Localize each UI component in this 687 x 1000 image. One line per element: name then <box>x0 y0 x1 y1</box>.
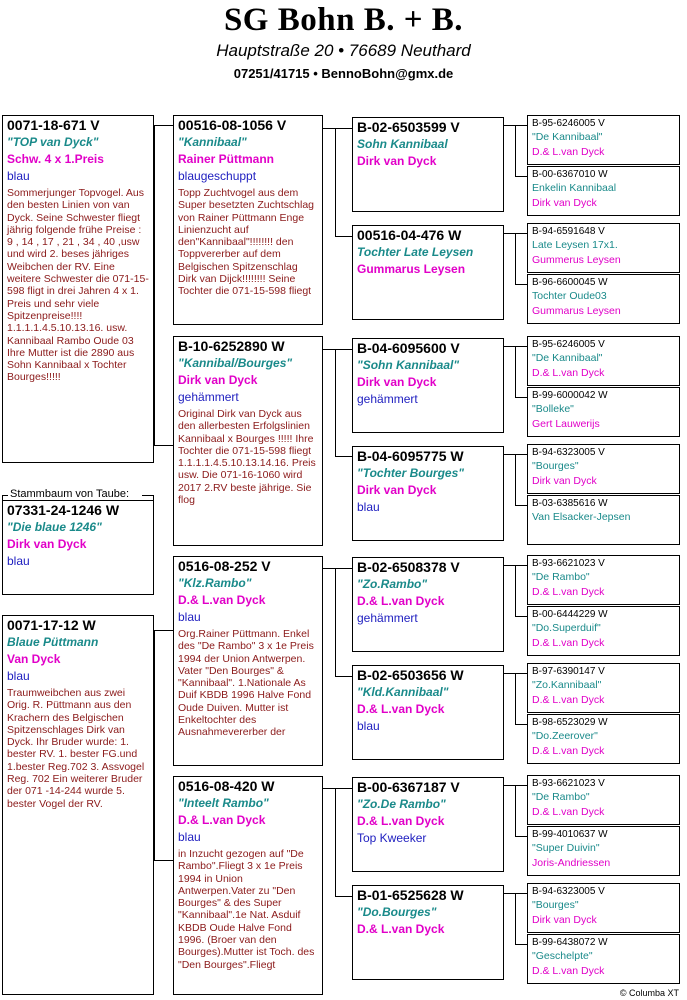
connector-line <box>323 128 352 129</box>
connector-line <box>154 630 173 631</box>
breeder-name: Dirk van Dyck <box>532 914 597 926</box>
ring-number: B-02-6508378 V <box>357 559 460 575</box>
ring-number: 0071-18-671 V <box>7 117 100 133</box>
pigeon-name: "Klz.Rambo" <box>178 576 252 590</box>
pigeon-name: "Bourges" <box>532 899 579 911</box>
grandparent-card <box>352 777 504 872</box>
pigeon-description: Original Dirk van Dyck aus den allerbesten Erfolgslinien Kannibaal x Bourges !!!!! Ihre Tochter die 071-15-598 fliegt 1.1.1.1.4.5.10.13.14.16. Preis usw. Die 071-16-1060 wird 2017 2.RV beste jährige. Sie flog <box>178 408 316 507</box>
ring-number: B-04-6095600 V <box>357 340 460 356</box>
connector-line <box>154 125 155 445</box>
grandparent-card <box>352 225 504 320</box>
dam-card <box>2 615 154 995</box>
ring-number: 0071-17-12 W <box>7 617 96 633</box>
connector-line <box>335 349 336 456</box>
pigeon-name: "Kannibaal" <box>178 135 247 149</box>
ring-number: 0516-08-420 W <box>178 778 275 794</box>
ring-number: 00516-04-476 W <box>357 227 462 243</box>
connector-line <box>515 565 516 616</box>
great-grandparent-card <box>527 775 680 825</box>
pigeon-name: "Kld.Kannibaal" <box>357 685 449 699</box>
address-line: Hauptstraße 20 • 76689 Neuthard <box>216 41 471 60</box>
pigeon-name: "De Kannibaal" <box>532 131 603 143</box>
breeder-name: D.& L.van Dyck <box>532 586 605 598</box>
breeder-name: D.& L.van Dyck <box>532 146 605 158</box>
ring-number: B-94-6591648 V <box>532 226 605 237</box>
connector-line <box>515 836 527 837</box>
ring-number: B-01-6525628 W <box>357 887 464 903</box>
breeder-name: Gert Lauwerijs <box>532 418 600 430</box>
parent-card <box>173 336 323 546</box>
great-grandparent-card <box>527 663 680 713</box>
subject-card <box>2 500 154 595</box>
connector-line <box>515 893 516 944</box>
pigeon-name: "Do.Superduif" <box>532 622 601 634</box>
connector-line <box>154 860 173 861</box>
pigeon-name: "Inteelt Rambo" <box>178 796 269 810</box>
pigeon-description: Org.Rainer Püttmann. Enkel des "De Rambo" 3 x 1e Preis 1994 der Union Antwerpen. Vater "Den Bourges" & "Kannibaal". 1.Nationale As Duif KBDB 1996 Halve Fond Oude Duiven. Mutter ist Enkeltochter des Ausnahmevererber der <box>178 628 314 739</box>
connector-line <box>335 128 336 236</box>
great-grandparent-card <box>527 166 680 216</box>
sire-card <box>2 115 154 463</box>
great-grandparent-card <box>527 387 680 437</box>
connector-line <box>515 233 516 284</box>
great-grandparent-card <box>527 223 680 273</box>
breeder-name: Joris-Andriessen <box>532 857 611 869</box>
pedigree-label: Stammbaum von Taube: <box>10 488 130 500</box>
connector-line <box>335 236 352 237</box>
ring-number: B-00-6367187 V <box>357 779 460 795</box>
ring-number: B-95-6246005 V <box>532 118 605 129</box>
breeder-name: Dirk van Dyck <box>532 197 597 209</box>
ring-number: 0516-08-252 V <box>178 558 271 574</box>
great-grandparent-card <box>527 606 680 656</box>
pigeon-name: "TOP van Dyck" <box>7 135 99 149</box>
connector-line <box>153 495 154 515</box>
pigeon-name: "Bourges" <box>532 460 579 472</box>
pigeon-name: "Zo.Kannibaal" <box>532 679 602 691</box>
pigeon-name: "Bolleke" <box>532 403 574 415</box>
pigeon-name: Late Leysen 17x1. <box>532 239 618 251</box>
great-grandparent-card <box>527 883 680 933</box>
pigeon-color: blau <box>7 669 30 683</box>
footer-copyright: © Columba XT <box>619 988 679 998</box>
breeder-name: D.& L.van Dyck <box>532 745 605 757</box>
breeder-name: D.& L.van Dyck <box>357 814 445 828</box>
great-grandparent-card <box>527 714 680 764</box>
breeder-name: Gummerus Leysen <box>532 254 621 266</box>
pigeon-color: blau <box>7 554 30 568</box>
ring-number: B-93-6621023 V <box>532 558 605 569</box>
pigeon-description: Sommerjunger Topvogel. Aus den besten Linien von van Dyck. Seine Schwester fliegt jährig folgende frühe Preise : 9 , 14 , 17 , 21 , 34 , 40 ,usw und wird 2. beses jähriges Weibchen der RV. Eine weitere Schwester die 071-15-598 fligt in drei Jahren 4 x 1. Preis und sehr viele Spitzenpreise!!!! 1.1.1.1.4.5.10.13.16. usw. Kannibaal Rambo Oude 03 Ihre Mutter ist die 2890 aus Sohn Kannibaal x Tochter Bourges!!!!! <box>7 187 149 384</box>
connector-line <box>154 125 173 126</box>
breeder-name: D.& L.van Dyck <box>532 965 605 977</box>
grandparent-card <box>352 117 504 212</box>
ring-number: B-99-6000042 W <box>532 390 608 401</box>
ring-number: B-94-6323005 V <box>532 447 605 458</box>
pigeon-name: "Die blaue 1246" <box>7 520 102 534</box>
ring-number: B-94-6323005 V <box>532 886 605 897</box>
connector-line <box>515 454 516 505</box>
pigeon-color: blau <box>357 719 380 733</box>
pigeon-name: "Zo.De Rambo" <box>357 797 446 811</box>
great-grandparent-card <box>527 444 680 494</box>
connector-line <box>335 676 352 677</box>
pigeon-color: gehämmert <box>357 392 418 406</box>
pigeon-color: blau <box>178 610 201 624</box>
pigeon-color: blaugeschuppt <box>178 169 257 183</box>
parent-card <box>173 776 323 995</box>
ring-number: B-97-6390147 V <box>532 666 605 677</box>
pigeon-name: "Tochter Bourges" <box>357 466 464 480</box>
pigeon-name: "Super Duivin" <box>532 842 600 854</box>
pigeon-name: Blaue Püttmann <box>7 635 99 649</box>
ring-number: B-99-6438072 W <box>532 937 608 948</box>
pigeon-color: blau <box>178 830 201 844</box>
page-title: SG Bohn B. + B. <box>223 2 464 38</box>
parent-card <box>173 115 323 325</box>
pigeon-name: "Geschelpte" <box>532 950 593 962</box>
breeder-name: Dirk van Dyck <box>357 483 437 497</box>
ring-number: B-02-6503656 W <box>357 667 464 683</box>
connector-line <box>323 349 352 350</box>
breeder-name: Dirk van Dyck <box>532 475 597 487</box>
pigeon-color: blau <box>7 169 30 183</box>
connector-line <box>515 724 527 725</box>
ring-number: B-02-6503599 V <box>357 119 460 135</box>
pigeon-name: "Do.Bourges" <box>357 905 437 919</box>
connector-line <box>335 788 336 896</box>
breeder-name: D.& L.van Dyck <box>532 806 605 818</box>
breeder-name: D.& L.van Dyck <box>357 922 445 936</box>
connector-line <box>323 568 352 569</box>
connector-line <box>2 495 3 515</box>
pigeon-name: Tochter Late Leysen <box>357 245 474 259</box>
great-grandparent-card <box>527 274 680 324</box>
great-grandparent-card <box>527 826 680 876</box>
connector-line <box>515 125 516 176</box>
ring-number: B-10-6252890 W <box>178 338 285 354</box>
ring-number: B-99-4010637 W <box>532 829 608 840</box>
pigeon-name: "De Rambo" <box>532 791 590 803</box>
pigeon-name: "Do.Zeerover" <box>532 730 598 742</box>
breeder-name: Van Dyck <box>7 652 61 666</box>
breeder-name: D.& L.van Dyck <box>532 637 605 649</box>
ring-number: B-00-6367010 W <box>532 169 608 180</box>
connector-line <box>335 896 352 897</box>
breeder-name: Rainer Püttmann <box>178 152 275 166</box>
connector-line <box>335 456 352 457</box>
breeder-name: Dirk van Dyck <box>7 537 87 551</box>
grandparent-card <box>352 885 504 980</box>
breeder-name: Gummarus Leysen <box>357 262 466 276</box>
ring-number: B-03-6385616 W <box>532 498 608 509</box>
breeder-name: D.& L.van Dyck <box>532 367 605 379</box>
pigeon-description: in Inzucht gezogen auf "De Rambo".Fliegt 3 x 1e Preis 1994 in Union Antwerpen.Vater zu "Den Bourges" & des Super "Kannibaal".1e Nat. Asduif KBDB Oude Halve Fond 1996. (Broer van den Bourges).Mutter ist Toch. des "Den Bourges".Fliegt <box>178 848 315 971</box>
pigeon-name: "Zo.Rambo" <box>357 577 428 591</box>
ring-number: B-96-6600045 W <box>532 277 608 288</box>
connector-line <box>515 944 527 945</box>
connector-line <box>515 176 527 177</box>
ring-number: B-95-6246005 V <box>532 339 605 350</box>
breeder-name: D.& L.van Dyck <box>357 594 445 608</box>
grandparent-card <box>352 338 504 433</box>
ring-number: B-00-6444229 W <box>532 609 608 620</box>
great-grandparent-card <box>527 495 680 545</box>
pigeon-name: "Sohn Kannibaal" <box>357 358 460 372</box>
grandparent-card <box>352 557 504 652</box>
ring-number: 00516-08-1056 V <box>178 117 287 133</box>
connector-line <box>515 616 527 617</box>
ring-number: B-98-6523029 W <box>532 717 608 728</box>
connector-line <box>515 673 516 724</box>
pigeon-description: Traumweibchen aus zwei Orig. R. Püttmann aus den Krachern des Belgischen Spitzenschlages Dirk van Dyck. Ihr Bruder wurde: 1. bester RV. 1. bester FG.und 1.bester Reg.702 3. Assvogel Reg. 702 Ein weiterer Bruder der 071 -14-244 wurde 5. bester Vogel der RV. <box>7 687 145 810</box>
pigeon-color: Top Kweeker <box>357 831 427 845</box>
breeder-name: Dirk van Dyck <box>178 373 258 387</box>
breeder-name: D.& L.van Dyck <box>178 813 266 827</box>
ring-number: B-04-6095775 W <box>357 448 464 464</box>
grandparent-card <box>352 446 504 541</box>
great-grandparent-card <box>527 115 680 165</box>
parent-card <box>173 556 323 766</box>
breeder-name: Schw. 4 x 1.Preis <box>7 152 104 166</box>
great-grandparent-card <box>527 555 680 605</box>
pigeon-name: Tochter Oude03 <box>532 290 607 302</box>
pigeon-name: Enkelin Kannibaal <box>532 182 617 194</box>
great-grandparent-card <box>527 934 680 984</box>
breeder-name: D.& L.van Dyck <box>357 702 445 716</box>
pigeon-color: gehämmert <box>357 611 418 625</box>
connector-line <box>154 630 155 860</box>
pigeon-name: Sohn Kannibaal <box>357 137 448 151</box>
contact-line: 07251/41715 • BennoBohn@gmx.de <box>233 66 454 81</box>
connector-line <box>515 346 516 397</box>
breeder-name: D.& L.van Dyck <box>178 593 266 607</box>
connector-line <box>515 397 527 398</box>
pigeon-name: Van Elsacker-Jepsen <box>532 511 631 523</box>
breeder-name: D.& L.van Dyck <box>532 694 605 706</box>
connector-line <box>515 284 527 285</box>
connector-line <box>335 568 336 676</box>
pigeon-name: "Kannibal/Bourges" <box>178 356 293 370</box>
connector-line <box>515 505 527 506</box>
pigeon-color: gehämmert <box>178 390 239 404</box>
breeder-name: Gummarus Leysen <box>532 305 621 317</box>
pigeon-name: "De Rambo" <box>532 571 590 583</box>
great-grandparent-card <box>527 336 680 386</box>
pigeon-color: blau <box>357 500 380 514</box>
pigeon-description: Topp Zuchtvogel aus dem Super besetzten Zuchtschlag von Rainer Püttmann Enge Linienzucht auf den"Kannibaal"!!!!!!!! den Toppvererber auf dem Belgischen Spitzenschlag Dirk van Dijck!!!!!!!! Seine Tochter die 071-15-598 fliegt <box>178 187 314 298</box>
connector-line <box>154 445 173 446</box>
ring-number: B-93-6621023 V <box>532 778 605 789</box>
breeder-name: Dirk van Dyck <box>357 375 437 389</box>
pigeon-name: "De Kannibaal" <box>532 352 603 364</box>
ring-number: 07331-24-1246 W <box>7 502 120 518</box>
connector-line <box>323 788 352 789</box>
connector-line <box>515 785 516 836</box>
breeder-name: Dirk van Dyck <box>357 154 437 168</box>
grandparent-card <box>352 665 504 760</box>
